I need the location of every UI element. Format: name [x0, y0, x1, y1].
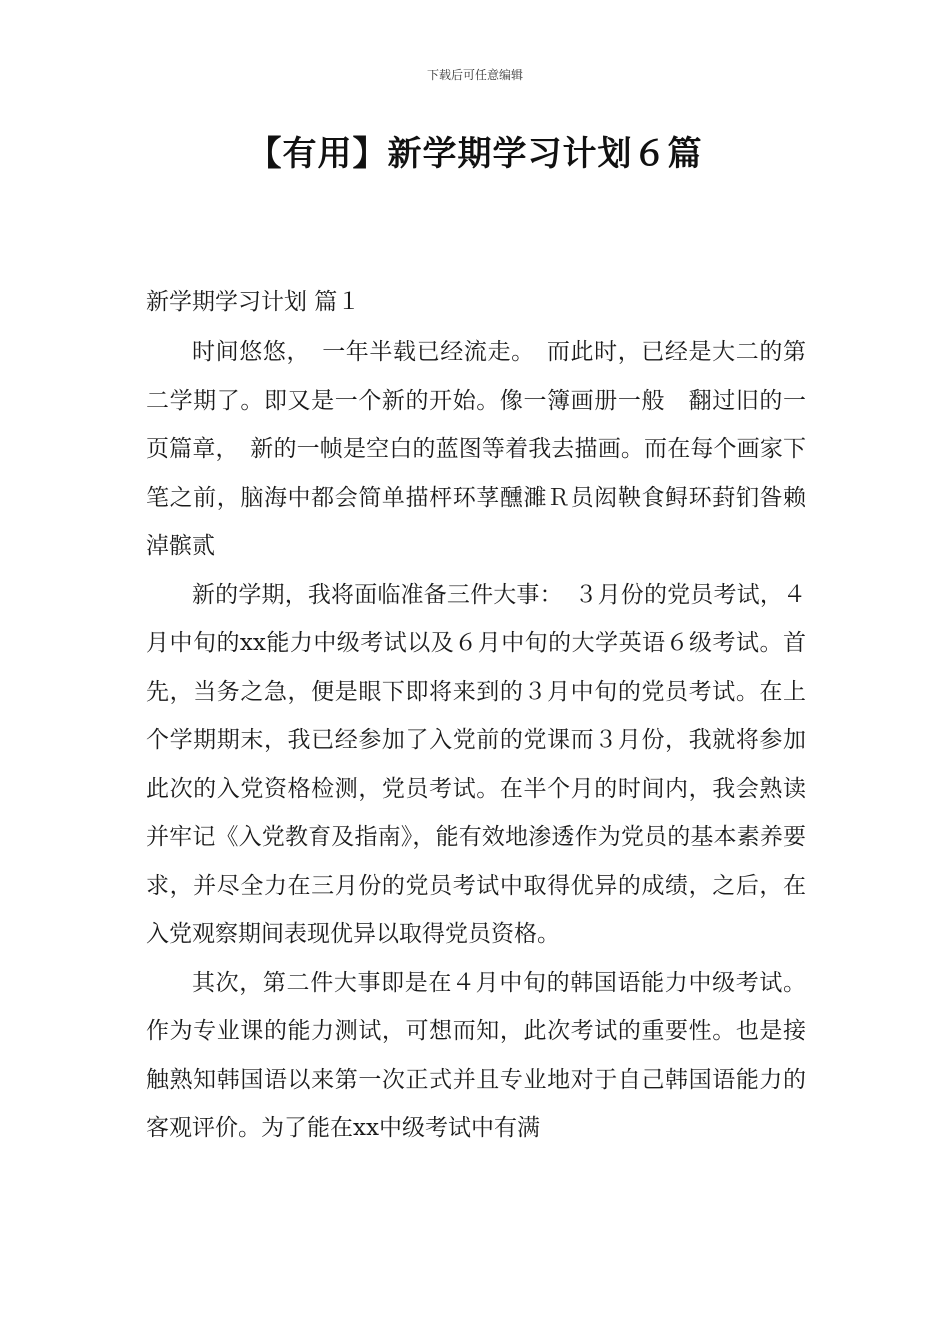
paragraph-2: 新的学期，我将面临准备三件大事： ３月份的党员考试，４月中旬的xx能力中级考试以及６月中旬的大学英语６级考试。首先，当务之急，便是眼下即将来到的３月中旬的党员考试。在上个学期期末，我已经参加了入党前的党课而３月份，我就将参加此次的入党资格检测，党员考试。在半个月的时间内，我会熟读并牢记《入党教育及指南》，能有效地渗透作为党员的基本素养要求，并尽全力在三月份的党员考试中取得优异的成绩，之后，在入党观察期间表现优异以取得党员资格。	[146, 581, 806, 947]
document-title: 【有用】新学期学习计划６篇	[247, 134, 703, 174]
paragraph-3: 其次，第二件大事即是在４月中旬的韩国语能力中级考试。作为专业课的能力测试，可想而知，此次考试的重要性。也是接触熟知韩国语以来第一次正式并且专业地对于自己韩国语能力的客观评价。为了能在xx中级考试中有满	[146, 969, 806, 1141]
header-note: 下载后可任意编辑	[426, 68, 523, 82]
section-heading: 新学期学习计划 篇１	[146, 289, 361, 315]
document-body	[146, 278, 806, 1153]
paragraph-1: 时间悠悠， 一年半载已经流走。 而此时，已经是大二的第二学期了。即又是一个新的开始。像一簿画册一般 翻过旧的一页篇章， 新的一帧是空白的蓝图等着我去描画。而在每个画家下笔之前，脑海中都会简单描枰环莩醺濉Ｒ员闳鞅食鲟环葑钔昝赖淖髌贰	[146, 339, 806, 559]
